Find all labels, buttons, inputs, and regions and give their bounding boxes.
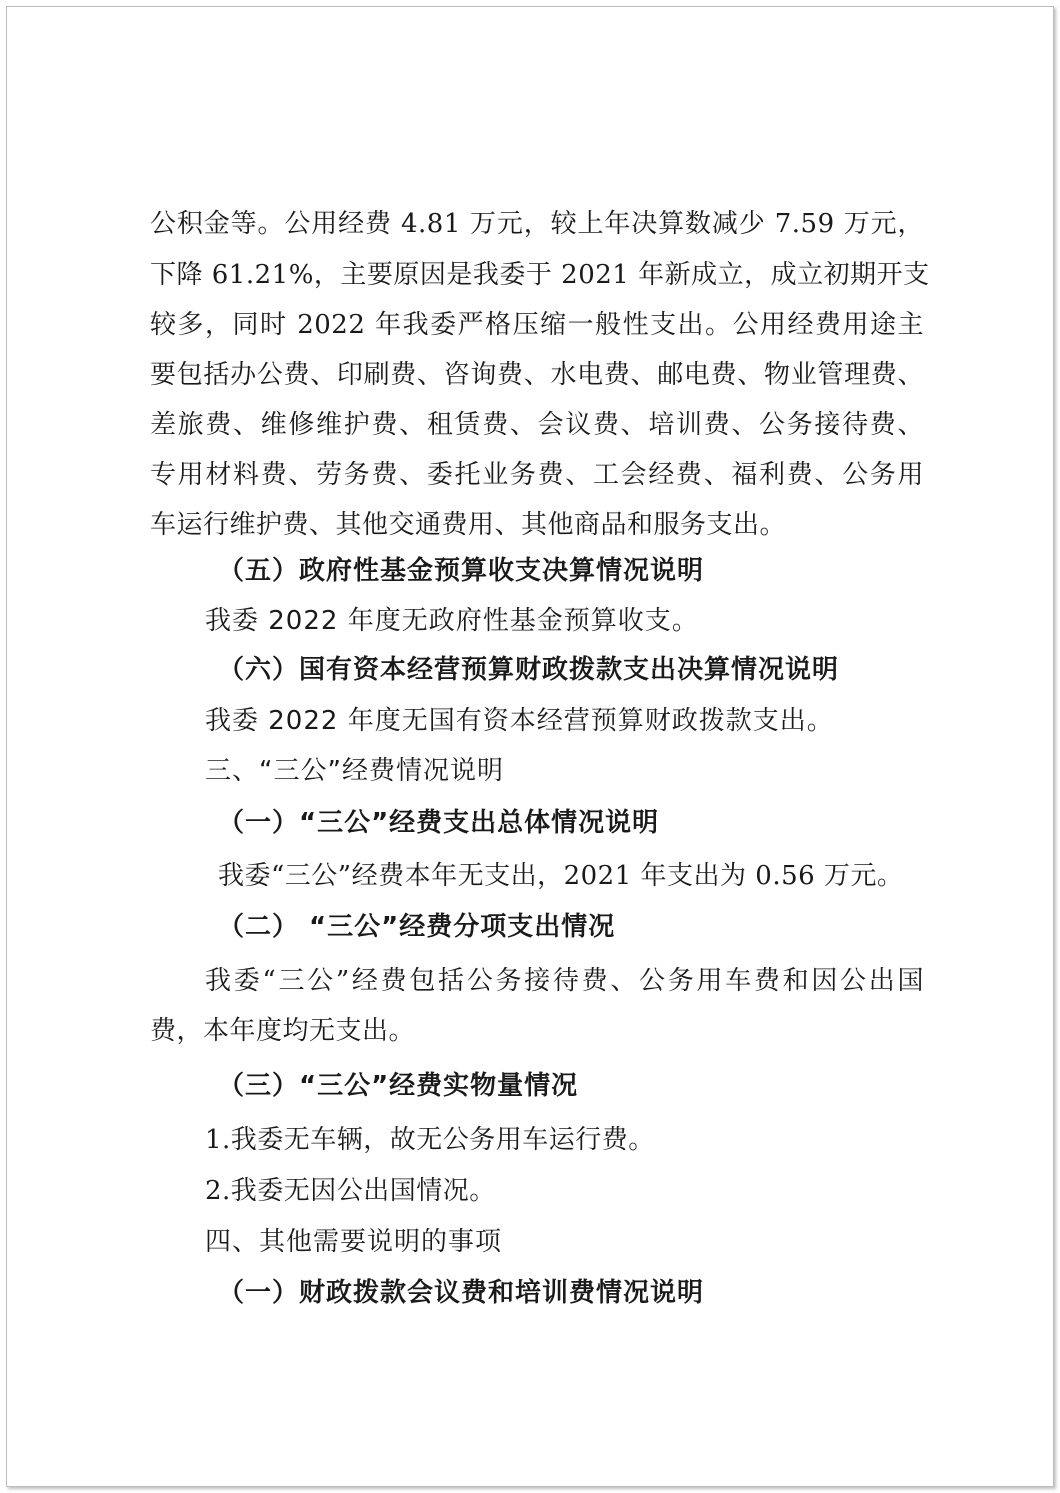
body-line: 较多，同时 2022 年我委严格压缩一般性支出。公用经费用途主 — [150, 310, 924, 340]
section-body-5: 我委 2022 年度无政府性基金预算收支。 — [205, 606, 699, 636]
body-line: 下降 61.21%，主要原因是我委于 2021 年新成立，成立初期开支 — [150, 260, 930, 290]
body-line: 公积金等。公用经费 4.81 万元，较上年决算数减少 7.59 万元， — [150, 209, 924, 239]
body-line: 专用材料费、劳务费、委托业务费、工会经费、福利费、公务用 — [150, 460, 924, 490]
subsection-heading-3-3: （三）“三公”经费实物量情况 — [218, 1071, 579, 1101]
section-body-6: 我委 2022 年度无国有资本经营预算财政拨款支出。 — [205, 706, 834, 736]
subsection-heading-3-2: （二） “三公”经费分项支出情况 — [218, 912, 616, 942]
part-heading-3: 三、“三公”经费情况说明 — [205, 756, 504, 786]
subsection-body-3-1: 我委“三公”经费本年无支出，2021 年支出为 0.56 万元。 — [218, 861, 904, 891]
section-heading-5: （五）政府性基金预算收支决算情况说明 — [218, 556, 705, 586]
document-page — [6, 6, 1054, 1487]
part-heading-4: 四、其他需要说明的事项 — [205, 1227, 503, 1257]
subsection-body-3-2-line: 我委“三公”经费包括公务接待费、公务用车费和因公出国 — [205, 966, 924, 996]
body-line: 车运行维护费、其他交通费用、其他商品和服务支出。 — [150, 510, 787, 540]
subsection-heading-3-1: （一）“三公”经费支出总体情况说明 — [218, 808, 660, 838]
list-item: 1.我委无车辆，故无公务用车运行费。 — [205, 1125, 655, 1155]
list-item: 2.我委无因公出国情况。 — [205, 1176, 496, 1206]
subsection-heading-4-1: （一）财政拨款会议费和培训费情况说明 — [218, 1278, 705, 1308]
subsection-body-3-2-line: 费，本年度均无支出。 — [150, 1016, 416, 1046]
body-line: 差旅费、维修维护费、租赁费、会议费、培训费、公务接待费、 — [150, 410, 924, 440]
section-heading-6: （六）国有资本经营预算财政拨款支出决算情况说明 — [218, 655, 840, 685]
body-line: 要包括办公费、印刷费、咨询费、水电费、邮电费、物业管理费、 — [150, 360, 924, 390]
